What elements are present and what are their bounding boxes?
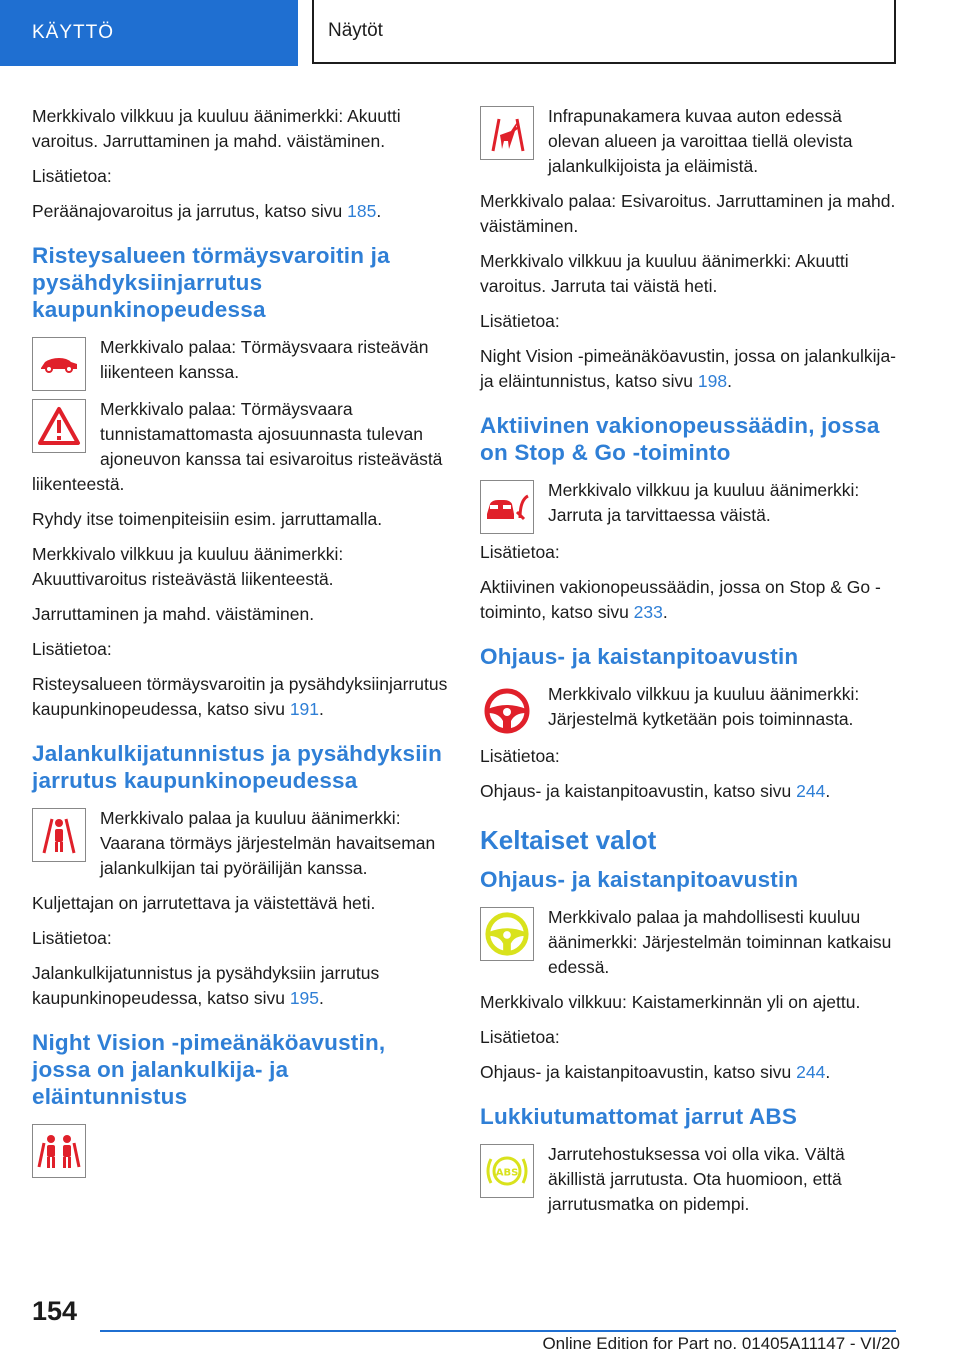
reference-text: Ohjaus- ja kaistanpitoavustin, katso sivu xyxy=(480,1062,797,1082)
indicator-entry xyxy=(480,682,898,744)
footer-divider xyxy=(100,1330,896,1332)
indicator-entry xyxy=(480,104,898,189)
section-tab[interactable]: KÄYTTÖ xyxy=(0,0,298,66)
more-info-label: Lisätietoa: xyxy=(32,928,112,948)
reference-end: . xyxy=(319,988,324,1008)
section-heading: Lukkiutumattomat jarrut ABS xyxy=(480,1104,798,1129)
indicator-entry xyxy=(480,478,898,540)
page-link[interactable]: 191 xyxy=(289,699,320,719)
entry-text: Merkkivalo vilkkuu ja kuuluu äänimerkki: Jarruta ja tarvittaessa väistä. xyxy=(548,480,860,525)
right-column xyxy=(480,104,898,1227)
more-info-label: Lisätietoa: xyxy=(32,639,112,659)
reference-end: . xyxy=(662,602,668,622)
paragraph: Merkkivalo vilkkuu ja kuuluu äänimerkki: Akuutti varoitus. Jarruttaminen ja mahd. väistäminen. xyxy=(32,106,401,151)
paragraph: Kuljettajan on jarrutettava ja väistettävä heti. xyxy=(32,893,376,913)
more-info-label: Lisätietoa: xyxy=(32,166,112,186)
entry-text: Merkkivalo palaa: Törmäysvaara risteävän liikenteen kanssa. xyxy=(100,337,429,382)
acc-brake-icon xyxy=(480,480,534,534)
steering-wheel-red-icon xyxy=(480,684,534,738)
reference-text: Ohjaus- ja kaistanpitoavustin, katso sivu xyxy=(480,781,797,801)
paragraph: Merkkivalo vilkkuu: Kaistamerkinnän yli on ajettu. xyxy=(480,992,861,1012)
section-heading: Jalankulkijatunnistus ja pysähdyksiin jarrutus kaupunkinopeudessa xyxy=(32,741,443,793)
reference-text: Jalankulkijatunnistus ja pysähdyksiin jarrutus kaupunkinopeudessa, katso sivu xyxy=(32,963,380,1008)
entry-text: Merkkivalo palaa ja mahdollisesti kuuluu äänimerkki: Järjestelmän toiminnan katkaisu edessä. xyxy=(548,907,892,977)
paragraph: Merkkivalo vilkkuu ja kuuluu äänimerkki: Akuutti varoitus. Jarruta tai väistä heti. xyxy=(480,251,849,296)
entry-text: Merkkivalo palaa ja kuuluu äänimerkki: Vaarana törmäys järjestelmän havaitseman jalankulkijan tai pyöräilijän kanssa. xyxy=(100,808,436,878)
paragraph: Merkkivalo palaa: Esivaroitus. Jarruttaminen ja mahd. väistäminen. xyxy=(480,191,896,236)
pedestrian-warning-icon xyxy=(32,808,86,862)
reference xyxy=(480,1060,898,1085)
more-info-label: Lisätietoa: xyxy=(480,1027,560,1047)
reference-text: Risteysalueen törmäysvaroitin ja pysähdyksiinjarrutus kaupunkinopeudessa, katso sivu xyxy=(32,674,448,719)
reference-end: . xyxy=(825,781,831,801)
reference-end: . xyxy=(727,371,732,391)
reference-text: Night Vision -pimeänäköavustin, jossa on jalankulkija- ja eläintunnistus, katso sivu xyxy=(480,346,897,391)
page-link[interactable]: 195 xyxy=(289,988,320,1008)
reference xyxy=(32,199,450,224)
paragraph: Ryhdy itse toimenpiteisiin esim. jarruttamalla. xyxy=(32,509,383,529)
entry-text: Merkkivalo vilkkuu ja kuuluu äänimerkki: Järjestelmä kytketään pois toiminnasta. xyxy=(548,684,860,729)
entry-text: Infrapunakamera kuvaa auton edessä olevan alueen ja varoittaa tiellä olevista jalankulkijoista ja eläimistä. xyxy=(548,106,853,176)
edition-text: Online Edition for Part no. 01405A11147 - VI/20 xyxy=(542,1334,900,1353)
section-heading: Risteysalueen törmäysvaroitin ja pysähdyksiinjarrutus kaupunkinopeudessa xyxy=(32,243,390,322)
chapter-title: Näytöt xyxy=(312,0,896,64)
reference xyxy=(480,344,898,394)
indicator-entry xyxy=(32,806,450,891)
reference xyxy=(32,672,450,722)
indicator-entry xyxy=(480,1142,898,1227)
page-link[interactable]: 244 xyxy=(796,781,826,801)
page-header xyxy=(0,0,960,66)
entry-text: Merkkivalo palaa: Törmäysvaara tunnistamattomasta ajosuunnasta tulevan ajoneuvon kanssa tai esivaroitus risteävästä liikenteestä. xyxy=(32,399,443,494)
indicator-entry xyxy=(32,397,450,507)
reference-text: Peräänajovaroitus ja jarrutus, katso sivu xyxy=(32,201,348,221)
left-column xyxy=(32,104,450,1184)
car-warning-icon xyxy=(32,337,86,391)
triangle-warning-icon xyxy=(32,399,86,453)
reference xyxy=(32,961,450,1011)
more-info-label: Lisätietoa: xyxy=(480,311,560,331)
abs-icon xyxy=(480,1144,534,1198)
reference xyxy=(480,779,898,804)
page-link[interactable]: 233 xyxy=(633,602,663,622)
reference-end: . xyxy=(376,201,382,221)
paragraph: Merkkivalo vilkkuu ja kuuluu äänimerkki: Akuuttivaroitus risteävästä liikenteestä. xyxy=(32,544,344,589)
paragraph: Jarruttaminen ja mahd. väistäminen. xyxy=(32,604,315,624)
page-link[interactable]: 198 xyxy=(697,371,728,391)
reference-end: . xyxy=(825,1062,831,1082)
indicator-entry xyxy=(32,1122,450,1184)
steering-wheel-yellow-icon xyxy=(480,907,534,961)
deer-warning-icon xyxy=(480,106,534,160)
indicator-entry xyxy=(32,335,450,397)
more-info-label: Lisätietoa: xyxy=(480,542,560,562)
reference-text: Aktiivinen vakionopeussäädin, jossa on Stop & Go -toiminto, katso sivu xyxy=(480,577,881,622)
indicator-entry xyxy=(480,905,898,990)
page-number: 154 xyxy=(32,1296,78,1326)
reference-end: . xyxy=(319,699,324,719)
night-vision-pedestrians-icon xyxy=(32,1124,86,1178)
section-heading: Ohjaus- ja kaistanpitoavustin xyxy=(480,644,799,669)
entry-text: Jarrutehostuksessa voi olla vika. Vältä äkillistä jarrutusta. Ota huomioon, että jarrutusmatka on pidempi. xyxy=(548,1144,845,1214)
section-heading: Aktiivinen vakionopeussäädin, jossa on Stop & Go -toiminto xyxy=(480,413,880,465)
page-link[interactable]: 185 xyxy=(347,201,377,221)
more-info-label: Lisätietoa: xyxy=(480,746,560,766)
section-heading: Ohjaus- ja kaistanpitoavustin xyxy=(480,867,799,892)
abs-icon-label: ABS xyxy=(495,1167,519,1179)
page-link[interactable]: 244 xyxy=(796,1062,826,1082)
reference xyxy=(480,575,898,625)
chapter-heading: Keltaiset valot xyxy=(480,825,657,855)
section-heading: Night Vision -pimeänäköavustin, jossa on jalankulkija- ja eläintunnistus xyxy=(32,1030,386,1109)
